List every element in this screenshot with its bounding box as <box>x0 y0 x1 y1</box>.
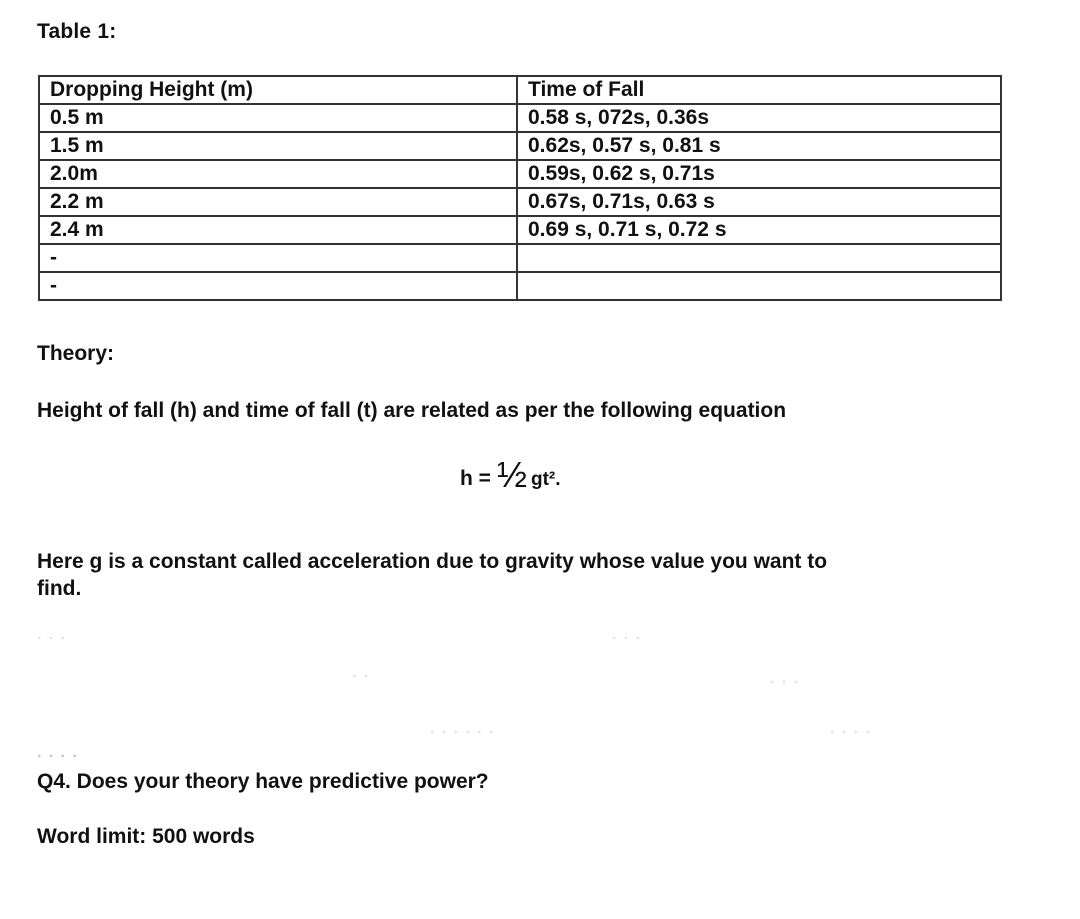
faded-scan-artifact: · · · · <box>37 748 79 765</box>
faded-scan-artifact: · · · <box>37 630 67 647</box>
equation-fraction: ½ <box>496 454 527 495</box>
table-row <box>39 188 1001 216</box>
fall-equation <box>460 452 561 494</box>
height-cell: 2.0m <box>39 160 517 188</box>
table-row-empty <box>39 244 1001 272</box>
table-row <box>39 216 1001 244</box>
header-time-of-fall: Time of Fall <box>517 76 1001 104</box>
height-cell: 1.5 m <box>39 132 517 160</box>
theory-heading: Theory: <box>37 342 115 365</box>
question-4-text: Q4. Does your theory have predictive power? <box>37 770 489 793</box>
table-row <box>39 132 1001 160</box>
time-cell: 0.67s, 0.71s, 0.63 s <box>517 188 1001 216</box>
theory-intro-text: Height of fall (h) and time of fall (t) are related as per the following equation <box>37 399 787 422</box>
time-cell: 0.69 s, 0.71 s, 0.72 s <box>517 216 1001 244</box>
faded-scan-artifact: · · · <box>770 674 800 691</box>
faded-scan-artifact: · · <box>352 668 371 685</box>
theory-explanation-text: Here g is a constant called acceleration due to gravity whose value you want to find. <box>37 550 828 600</box>
faded-scan-artifact: · · · <box>612 630 642 647</box>
word-limit-text: Word limit: 500 words <box>37 825 255 848</box>
time-cell: 0.62s, 0.57 s, 0.81 s <box>517 132 1001 160</box>
height-cell: - <box>39 244 517 272</box>
table-row <box>39 104 1001 132</box>
data-table <box>38 75 1002 301</box>
height-cell: 2.4 m <box>39 216 517 244</box>
equation-lhs: h = <box>460 467 491 490</box>
height-cell: 0.5 m <box>39 104 517 132</box>
height-cell: 2.2 m <box>39 188 517 216</box>
time-cell: 0.58 s, 072s, 0.36s <box>517 104 1001 132</box>
table-caption: Table 1: <box>37 20 117 43</box>
faded-scan-artifact: · · · · · · <box>430 724 496 741</box>
time-cell: 0.59s, 0.62 s, 0.71s <box>517 160 1001 188</box>
header-dropping-height: Dropping Height (m) <box>39 76 517 104</box>
table-row-empty <box>39 272 1001 300</box>
table-row <box>39 160 1001 188</box>
height-cell: - <box>39 272 517 300</box>
faded-scan-artifact: · · · · <box>830 724 872 741</box>
table-header-row <box>39 76 1001 104</box>
time-cell <box>517 244 1001 272</box>
time-cell <box>517 272 1001 300</box>
equation-rhs: gt². <box>530 469 561 490</box>
